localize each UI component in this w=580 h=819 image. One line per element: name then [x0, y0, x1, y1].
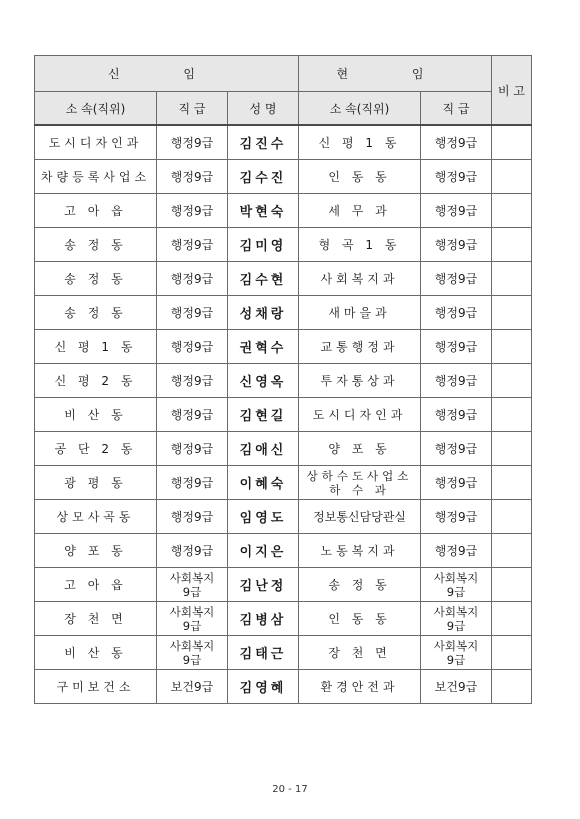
table-row [35, 534, 532, 568]
header-remarks: 비 고 [492, 56, 532, 126]
new-grade-line1: 사회복지 [169, 570, 215, 585]
remarks-cell [492, 296, 532, 330]
header-current-appointment: 현 임 [299, 56, 492, 92]
table-row [35, 125, 532, 160]
new-grade-line2: 9급 [182, 584, 202, 599]
new-grade-cell: 행정9급 [157, 432, 228, 466]
name-cell: 김난정 [228, 568, 299, 602]
current-dept-cell: 노동복지과 [299, 534, 421, 568]
remarks-cell [492, 568, 532, 602]
remarks-cell [492, 330, 532, 364]
current-dept-cell: 투자통상과 [299, 364, 421, 398]
new-grade-cell [157, 568, 228, 602]
current-dept-cell: 인 동 동 [299, 602, 421, 636]
remarks-cell [492, 398, 532, 432]
new-dept-cell: 비 산 동 [35, 398, 157, 432]
new-dept-cell: 도시디자인과 [35, 125, 157, 160]
name-cell: 박현숙 [228, 194, 299, 228]
table-row [35, 262, 532, 296]
current-grade-line2: 9급 [446, 652, 466, 667]
new-grade-line1: 사회복지 [169, 604, 215, 619]
name-cell: 김진수 [228, 125, 299, 160]
current-grade-cell [421, 602, 492, 636]
header-current-dept: 소 속(직위) [299, 92, 421, 126]
page-number: 20 - 17 [272, 784, 308, 795]
current-grade-cell: 행정9급 [421, 432, 492, 466]
new-dept-cell: 상모사곡동 [35, 500, 157, 534]
remarks-cell [492, 602, 532, 636]
current-grade-cell: 행정9급 [421, 364, 492, 398]
current-grade-cell: 행정9급 [421, 500, 492, 534]
name-cell: 김태근 [228, 636, 299, 670]
current-grade-cell: 행정9급 [421, 398, 492, 432]
header-new-appointment: 신 임 [35, 56, 299, 92]
remarks-cell [492, 670, 532, 704]
remarks-cell [492, 534, 532, 568]
new-grade-cell [157, 602, 228, 636]
current-grade-cell [421, 636, 492, 670]
name-cell: 김애신 [228, 432, 299, 466]
current-grade-cell: 행정9급 [421, 466, 492, 500]
new-grade-cell: 행정9급 [157, 160, 228, 194]
table-row [35, 670, 532, 704]
current-grade-cell: 보건9급 [421, 670, 492, 704]
new-grade-cell: 행정9급 [157, 364, 228, 398]
new-grade-cell: 행정9급 [157, 262, 228, 296]
name-cell: 김현길 [228, 398, 299, 432]
new-dept-cell: 송 정 동 [35, 228, 157, 262]
table-row [35, 296, 532, 330]
remarks-cell [492, 500, 532, 534]
remarks-cell [492, 432, 532, 466]
current-dept-cell: 양 포 동 [299, 432, 421, 466]
current-grade-cell: 행정9급 [421, 125, 492, 160]
name-cell: 김영혜 [228, 670, 299, 704]
current-grade-cell: 행정9급 [421, 160, 492, 194]
table-row [35, 330, 532, 364]
remarks-cell [492, 160, 532, 194]
table-row [35, 568, 532, 602]
name-cell: 김수현 [228, 262, 299, 296]
new-dept-cell: 광 평 동 [35, 466, 157, 500]
remarks-cell [492, 636, 532, 670]
new-grade-cell: 행정9급 [157, 194, 228, 228]
current-dept-cell: 새마을과 [299, 296, 421, 330]
header-name: 성 명 [228, 92, 299, 126]
name-cell: 신영옥 [228, 364, 299, 398]
current-dept-cell: 사회복지과 [299, 262, 421, 296]
table-row [35, 602, 532, 636]
new-dept-cell: 고 아 읍 [35, 568, 157, 602]
name-cell: 이혜숙 [228, 466, 299, 500]
header-row-groups [35, 56, 532, 92]
new-dept-cell: 양 포 동 [35, 534, 157, 568]
current-grade-line1: 사회복지 [433, 570, 479, 585]
header-new-grade: 직 급 [157, 92, 228, 126]
header-new-dept: 소 속(직위) [35, 92, 157, 126]
personnel-roster-table [34, 55, 532, 704]
current-grade-cell: 행정9급 [421, 262, 492, 296]
current-dept-cell: 도시디자인과 [299, 398, 421, 432]
name-cell: 이지은 [228, 534, 299, 568]
new-dept-cell: 송 정 동 [35, 296, 157, 330]
new-grade-line2: 9급 [182, 652, 202, 667]
new-grade-cell: 보건9급 [157, 670, 228, 704]
remarks-cell [492, 262, 532, 296]
new-grade-cell: 행정9급 [157, 500, 228, 534]
header-current-grade: 직 급 [421, 92, 492, 126]
new-grade-cell: 행정9급 [157, 534, 228, 568]
new-dept-cell: 구미보건소 [35, 670, 157, 704]
current-grade-cell: 행정9급 [421, 194, 492, 228]
current-dept-cell: 환경안전과 [299, 670, 421, 704]
current-dept-line1: 상하수도사업소 [306, 468, 413, 483]
current-grade-cell: 행정9급 [421, 534, 492, 568]
new-grade-cell: 행정9급 [157, 125, 228, 160]
current-dept-cell: 송 정 동 [299, 568, 421, 602]
new-grade-line1: 사회복지 [169, 638, 215, 653]
current-dept-cell: 세 무 과 [299, 194, 421, 228]
new-grade-cell: 행정9급 [157, 330, 228, 364]
new-grade-cell: 행정9급 [157, 296, 228, 330]
remarks-cell [492, 364, 532, 398]
new-dept-cell: 송 정 동 [35, 262, 157, 296]
table-row [35, 364, 532, 398]
remarks-cell [492, 228, 532, 262]
new-grade-cell: 행정9급 [157, 228, 228, 262]
new-dept-cell: 장 천 면 [35, 602, 157, 636]
new-dept-cell: 신 평 1 동 [35, 330, 157, 364]
remarks-cell [492, 466, 532, 500]
table-row [35, 194, 532, 228]
remarks-cell [492, 194, 532, 228]
name-cell: 김병삼 [228, 602, 299, 636]
new-grade-cell [157, 636, 228, 670]
current-grade-line1: 사회복지 [433, 638, 479, 653]
new-dept-cell: 공 단 2 동 [35, 432, 157, 466]
new-dept-cell: 차량등록사업소 [35, 160, 157, 194]
new-grade-line2: 9급 [182, 618, 202, 633]
name-cell: 김미영 [228, 228, 299, 262]
current-dept-cell: 형 곡 1 동 [299, 228, 421, 262]
table-row [35, 466, 532, 500]
new-grade-cell: 행정9급 [157, 398, 228, 432]
header-row-columns [35, 92, 532, 126]
new-dept-cell: 고 아 읍 [35, 194, 157, 228]
table-row [35, 500, 532, 534]
current-grade-cell: 행정9급 [421, 228, 492, 262]
new-grade-cell: 행정9급 [157, 466, 228, 500]
current-grade-line1: 사회복지 [433, 604, 479, 619]
current-dept-cell: 신 평 1 동 [299, 125, 421, 160]
current-grade-line2: 9급 [446, 618, 466, 633]
current-dept-cell: 인 동 동 [299, 160, 421, 194]
current-dept-cell: 장 천 면 [299, 636, 421, 670]
name-cell: 김수진 [228, 160, 299, 194]
table-row [35, 636, 532, 670]
new-dept-cell: 신 평 2 동 [35, 364, 157, 398]
table-row [35, 228, 532, 262]
current-grade-cell [421, 568, 492, 602]
current-grade-cell: 행정9급 [421, 296, 492, 330]
remarks-cell [492, 125, 532, 160]
current-dept-cell: 교통행정과 [299, 330, 421, 364]
current-dept-line2: 하 수 과 [329, 482, 390, 497]
table-row [35, 432, 532, 466]
current-grade-cell: 행정9급 [421, 330, 492, 364]
table-row [35, 160, 532, 194]
table-row [35, 398, 532, 432]
name-cell: 임영도 [228, 500, 299, 534]
current-grade-line2: 9급 [446, 584, 466, 599]
new-dept-cell: 비 산 동 [35, 636, 157, 670]
current-dept-cell: 정보통신담당관실 [299, 500, 421, 534]
name-cell: 권혁수 [228, 330, 299, 364]
current-dept-cell [299, 466, 421, 500]
name-cell: 성채랑 [228, 296, 299, 330]
